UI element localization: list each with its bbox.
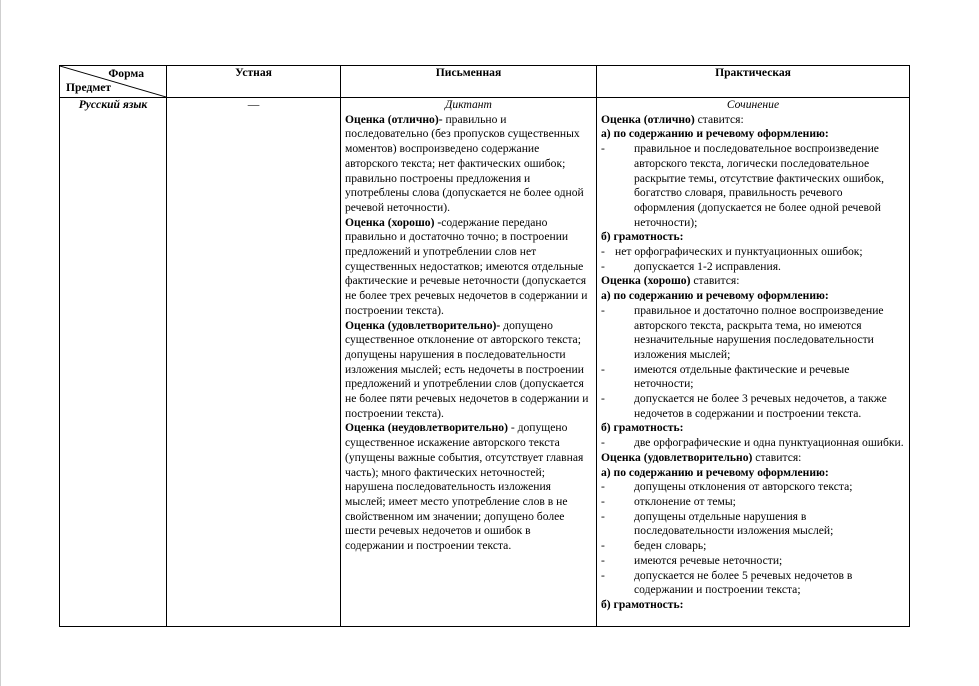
- predmet-label: Предмет: [66, 81, 112, 95]
- grade-text: содержание передано правильно и достаточно точно; в построении предложений и употреблении слов нет существенных недостатков; имеются отдельные фактические и речевые неточности (допускается не более трех речевых недочетов в содержании и построении текста).: [345, 215, 588, 317]
- dash-marker: -: [601, 509, 605, 523]
- practical-header: Практическая: [597, 66, 910, 98]
- list-item: [601, 569, 905, 598]
- list-item: [601, 392, 905, 421]
- list-item: [601, 142, 905, 230]
- written-grade-satisfactory: [345, 319, 592, 422]
- grade-title: Оценка (отлично): [601, 112, 695, 126]
- list-item: [601, 304, 905, 363]
- list-item: [601, 510, 905, 539]
- dash-marker: -: [601, 142, 605, 156]
- list-text: отклонение от темы;: [634, 494, 736, 508]
- dash-marker: -: [601, 568, 605, 582]
- list-text: допущены отклонения от авторского текста;: [634, 480, 853, 494]
- russian-row: [60, 98, 910, 627]
- grade-title: Оценка (отлично)-: [345, 112, 443, 126]
- page-edge: [0, 0, 1, 686]
- practical-kind: Сочинение: [726, 98, 780, 111]
- literacy-heading: б) грамотность:: [601, 597, 684, 611]
- dash-marker: -: [601, 480, 605, 494]
- written-kind: Диктант: [445, 98, 492, 111]
- dash-marker: -: [601, 362, 605, 376]
- dash-marker: -: [601, 303, 605, 317]
- content-heading: а) по содержанию и речевому оформлению:: [601, 465, 829, 479]
- dash-marker: -: [601, 553, 605, 567]
- list-text: имеются речевые неточности;: [634, 553, 783, 567]
- list-text: правильное и последовательное воспроизведение авторского текста, логически последовательное раскрытие темы, отсутствие фактических ошибок, богатство словаря, правильность речевого оформления (допускается не более одной речевой неточности);: [634, 142, 885, 229]
- list-text: правильное и достаточно полное воспроизведение авторского текста, раскрыта тема, но имеются незначительные нарушения последовательности изложения мыслей;: [634, 303, 884, 361]
- list-text: допускается не более 3 речевых недочетов, а также недочетов в содержании и построении текста.: [634, 392, 887, 420]
- list-text: допускается 1-2 исправления.: [634, 259, 781, 273]
- grade-title: Оценка (удовлетворительно)-: [345, 318, 501, 332]
- oral-cell: —: [167, 98, 341, 627]
- practical-grade-good: [601, 274, 905, 289]
- grade-rest: ставится:: [694, 112, 744, 126]
- literacy-heading: б) грамотность:: [601, 230, 684, 244]
- grading-table: [59, 65, 910, 627]
- practical-grade-excellent: [601, 113, 905, 128]
- dash-marker: -: [601, 392, 605, 406]
- list-text: две орфографические и одна пунктуационная ошибки.: [634, 436, 904, 450]
- dash-marker: -: [601, 259, 605, 273]
- header-row: [60, 66, 910, 98]
- list-item: [601, 554, 905, 569]
- list-text: допускается не более 5 речевых недочетов в содержании и построении текста;: [634, 568, 853, 597]
- content-heading: а) по содержанию и речевому оформлению:: [601, 289, 829, 303]
- grade-text: правильно и последовательно (без пропусков существенных моментов) воспроизведено содержание авторского текста; нет фактических ошибок; правильно построены предложения и употреблены слова (допускается не более одной речевой неточности).: [345, 112, 584, 214]
- written-header: Письменная: [341, 66, 597, 98]
- written-cell: [341, 98, 597, 627]
- list-item: [601, 363, 905, 392]
- corner-header-cell: [60, 66, 167, 98]
- grade-rest: ставится:: [752, 450, 802, 464]
- list-text: допущены отдельные нарушения в последовательности изложения мыслей;: [634, 509, 834, 538]
- grade-title: Оценка (хорошо): [601, 274, 691, 288]
- literacy-heading: б) грамотность:: [601, 421, 684, 435]
- content-heading: а) по содержанию и речевому оформлению:: [601, 127, 829, 141]
- grade-title: Оценка (удовлетворительно): [601, 450, 753, 464]
- list-item: [601, 495, 905, 510]
- list-item: [601, 480, 905, 495]
- oral-header: Устная: [167, 66, 341, 98]
- written-grade-excellent: [345, 113, 592, 216]
- written-grade-unsatisfactory: [345, 421, 592, 553]
- list-item: [601, 539, 905, 554]
- list-text: имеются отдельные фактические и речевые неточности;: [634, 362, 850, 391]
- grade-text: - допущено существенное искажение авторского текста (упущены важные события, отсутствует главная часть); много фактических неточностей; нарушена последовательность изложения мыслей; имеет место употребление слов в не свойственном им значении; допущено более шести речевых недочетов и ошибок в содержании и построении текста.: [345, 421, 584, 553]
- practical-cell: [597, 98, 910, 627]
- grade-title: Оценка (неудовлетворительно): [345, 421, 508, 435]
- grade-text: допущено существенное отклонение от авторского текста; допущены нарушения в последовательности изложения мыслей; есть недочеты в построении предложений и употреблении слов (допускается не более пяти речевых недочетов в содержании и построении текста).: [345, 318, 589, 420]
- dash-marker: -: [601, 436, 605, 450]
- list-item: [601, 245, 905, 260]
- forma-label: Форма: [108, 67, 144, 80]
- dash-marker: -: [601, 245, 605, 259]
- written-grade-good: [345, 216, 592, 319]
- dash-marker: -: [601, 539, 605, 553]
- practical-grade-satisfactory: [601, 451, 905, 466]
- grade-rest: ставится:: [690, 274, 740, 288]
- subject-cell: Русский язык: [60, 98, 167, 627]
- grade-title: Оценка (хорошо) -: [345, 215, 442, 229]
- list-text: нет орфографических и пунктуационных ошибок;: [615, 245, 863, 259]
- list-item: [601, 260, 905, 275]
- list-item: [601, 436, 905, 451]
- dash-marker: -: [601, 494, 605, 508]
- list-text: беден словарь;: [634, 539, 707, 553]
